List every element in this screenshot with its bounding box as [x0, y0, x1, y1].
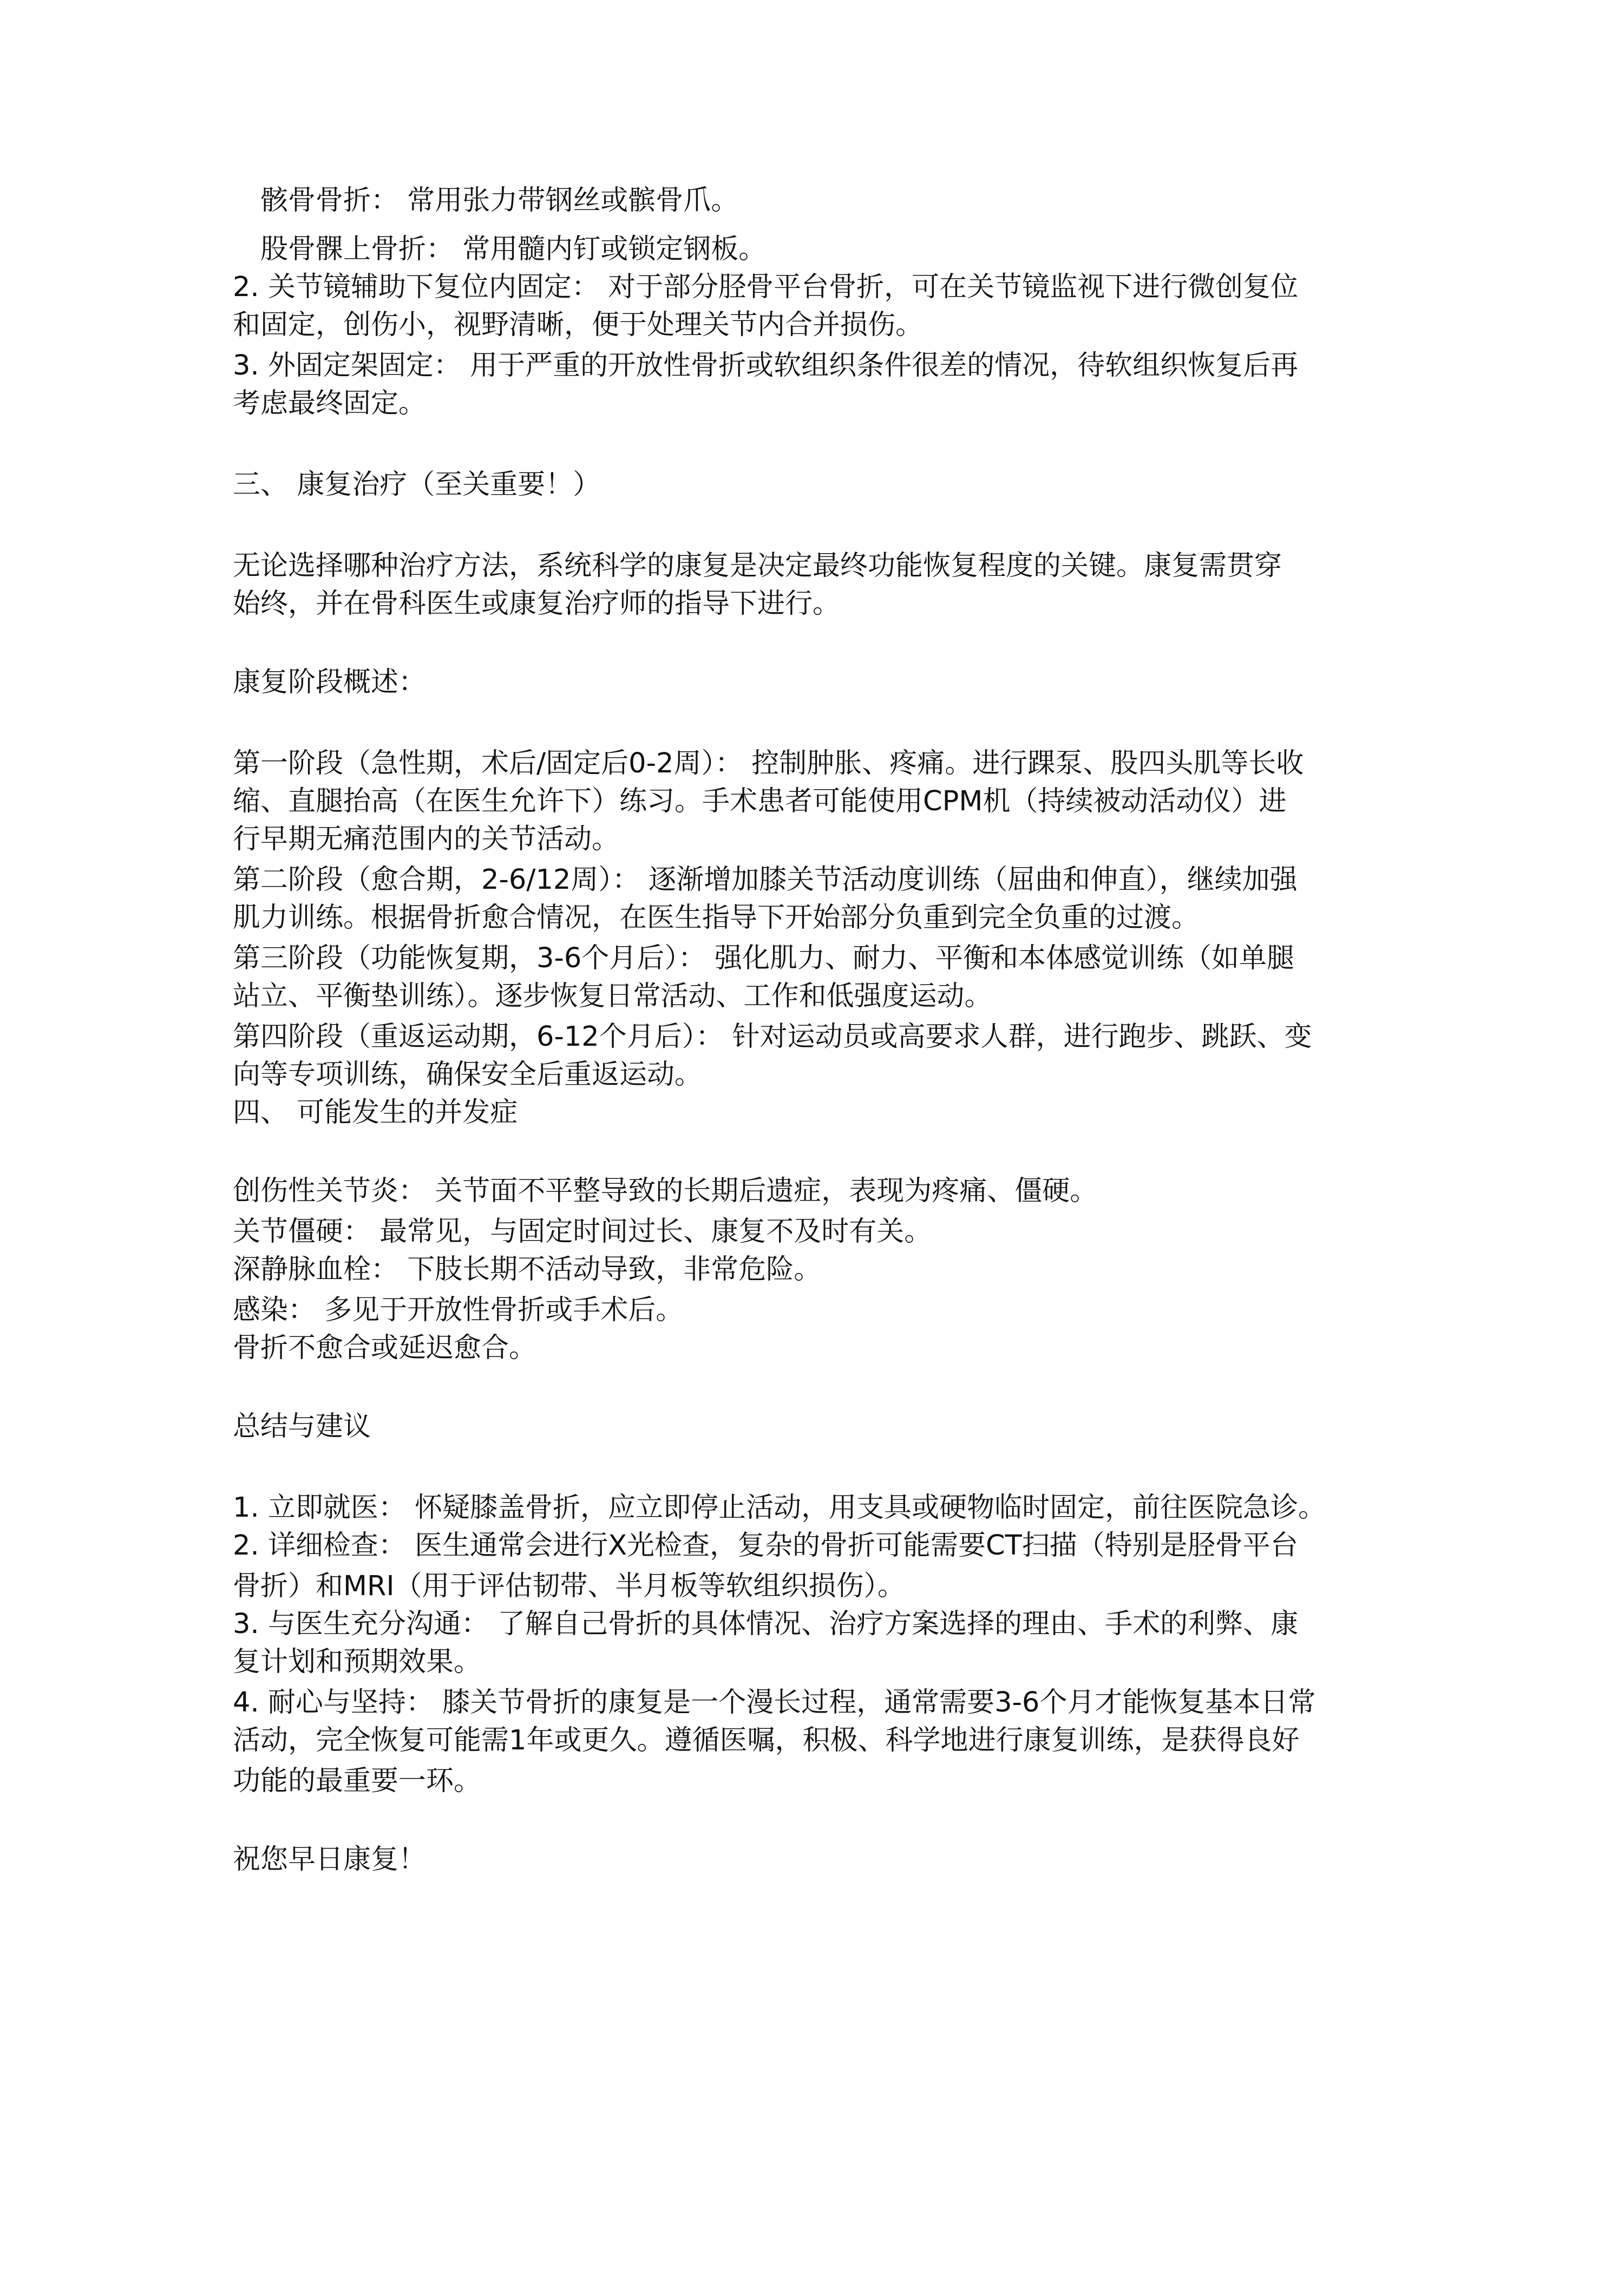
text-line: 股骨髁上骨折： 常用髓内钉或锁定钢板。 [233, 233, 767, 265]
section-heading: 总结与建议 [233, 1411, 371, 1442]
text-line: 无论选择哪种治疗方法，系统科学的康复是决定最终功能恢复程度的关键。康复需贯穿 [233, 550, 1282, 582]
text-line: 和固定，创伤小，视野清晰，便于处理关节内合并损伤。 [233, 309, 924, 341]
text-line: 骨折）和MRI（用于评估韧带、半月板等软组织损伤）。 [233, 1570, 905, 1602]
text-line: 行早期无痛范围内的关节活动。 [233, 823, 620, 855]
text-line: 3. 与医生充分沟通： 了解自己骨折的具体情况、治疗方案选择的理由、手术的利弊、康 [233, 1608, 1299, 1640]
text-line: 关节僵硬： 最常见，与固定时间过长、康复不及时有关。 [233, 1216, 932, 1248]
text-line: 2. 详细检查： 医生通常会进行X光检查，复杂的骨折可能需要CT扫描（特别是胫骨平台 [233, 1530, 1298, 1562]
text-line: 第四阶段（重返运动期，6-12个月后）： 针对运动员或高要求人群，进行跑步、跳跃、变 [233, 1021, 1312, 1053]
section-heading: 三、 康复治疗（至关重要！） [233, 469, 601, 501]
text-line: 第二阶段（愈合期，2-6/12周）： 逐渐增加膝关节活动度训练（屈曲和伸直），继续加强 [233, 864, 1298, 896]
text-line: 活动，完全恢复可能需1年或更久。遵循医嘱，积极、科学地进行康复训练，是获得良好 [233, 1724, 1300, 1756]
text-line: 4. 耐心与坚持： 膝关节骨折的康复是一个漫长过程，通常需要3-6个月才能恢复基本日常 [233, 1687, 1316, 1719]
text-line: 骸骨骨折： 常用张力带钢丝或髌骨爪。 [233, 185, 739, 217]
text-line: 2. 关节镜辅助下复位内固定： 对于部分胫骨平台骨折，可在关节镜监视下进行微创复位 [233, 271, 1299, 303]
closing-line: 祝您早日康复！ [233, 1844, 427, 1876]
text-line: 第一阶段（急性期，术后/固定后0-2周）： 控制肿胀、疼痛。进行踝泵、股四头肌等长收 [233, 747, 1304, 779]
subheading: 康复阶段概述： [233, 666, 427, 698]
text-line: 复计划和预期效果。 [233, 1646, 482, 1678]
text-line: 感染： 多见于开放性骨折或手术后。 [233, 1294, 684, 1326]
text-line: 3. 外固定架固定： 用于严重的开放性骨折或软组织条件很差的情况，待软组织恢复后再 [233, 350, 1299, 382]
text-line: 站立、平衡垫训练）。逐步恢复日常活动、工作和低强度运动。 [233, 980, 992, 1012]
text-line: 缩、直腿抬高（在医生允许下）练习。手术患者可能使用CPM机（持续被动活动仪）进 [233, 785, 1287, 817]
text-line: 骨折不愈合或延迟愈合。 [233, 1332, 537, 1364]
text-line: 向等专项训练，确保安全后重返运动。 [233, 1059, 703, 1091]
text-line: 1. 立即就医： 怀疑膝盖骨折，应立即停止活动，用支具或硬物临时固定，前往医院急诊。 [233, 1492, 1326, 1524]
text-line: 始终，并在骨科医生或康复治疗师的指导下进行。 [233, 588, 841, 620]
section-heading: 四、 可能发生的并发症 [233, 1097, 518, 1129]
text-line: 功能的最重要一环。 [233, 1765, 482, 1797]
text-line: 创伤性关节炎： 关节面不平整导致的长期后遗症，表现为疼痛、僵硬。 [233, 1175, 1098, 1207]
text-line: 深静脉血栓： 下肢长期不活动导致，非常危险。 [233, 1254, 822, 1286]
text-line: 第三阶段（功能恢复期，3-6个月后）： 强化肌力、耐力、平衡和本体感觉训练（如单腿 [233, 942, 1295, 974]
text-line: 考虑最终固定。 [233, 388, 427, 419]
text-line: 肌力训练。根据骨折愈合情况，在医生指导下开始部分负重到完全负重的过渡。 [233, 902, 1200, 934]
